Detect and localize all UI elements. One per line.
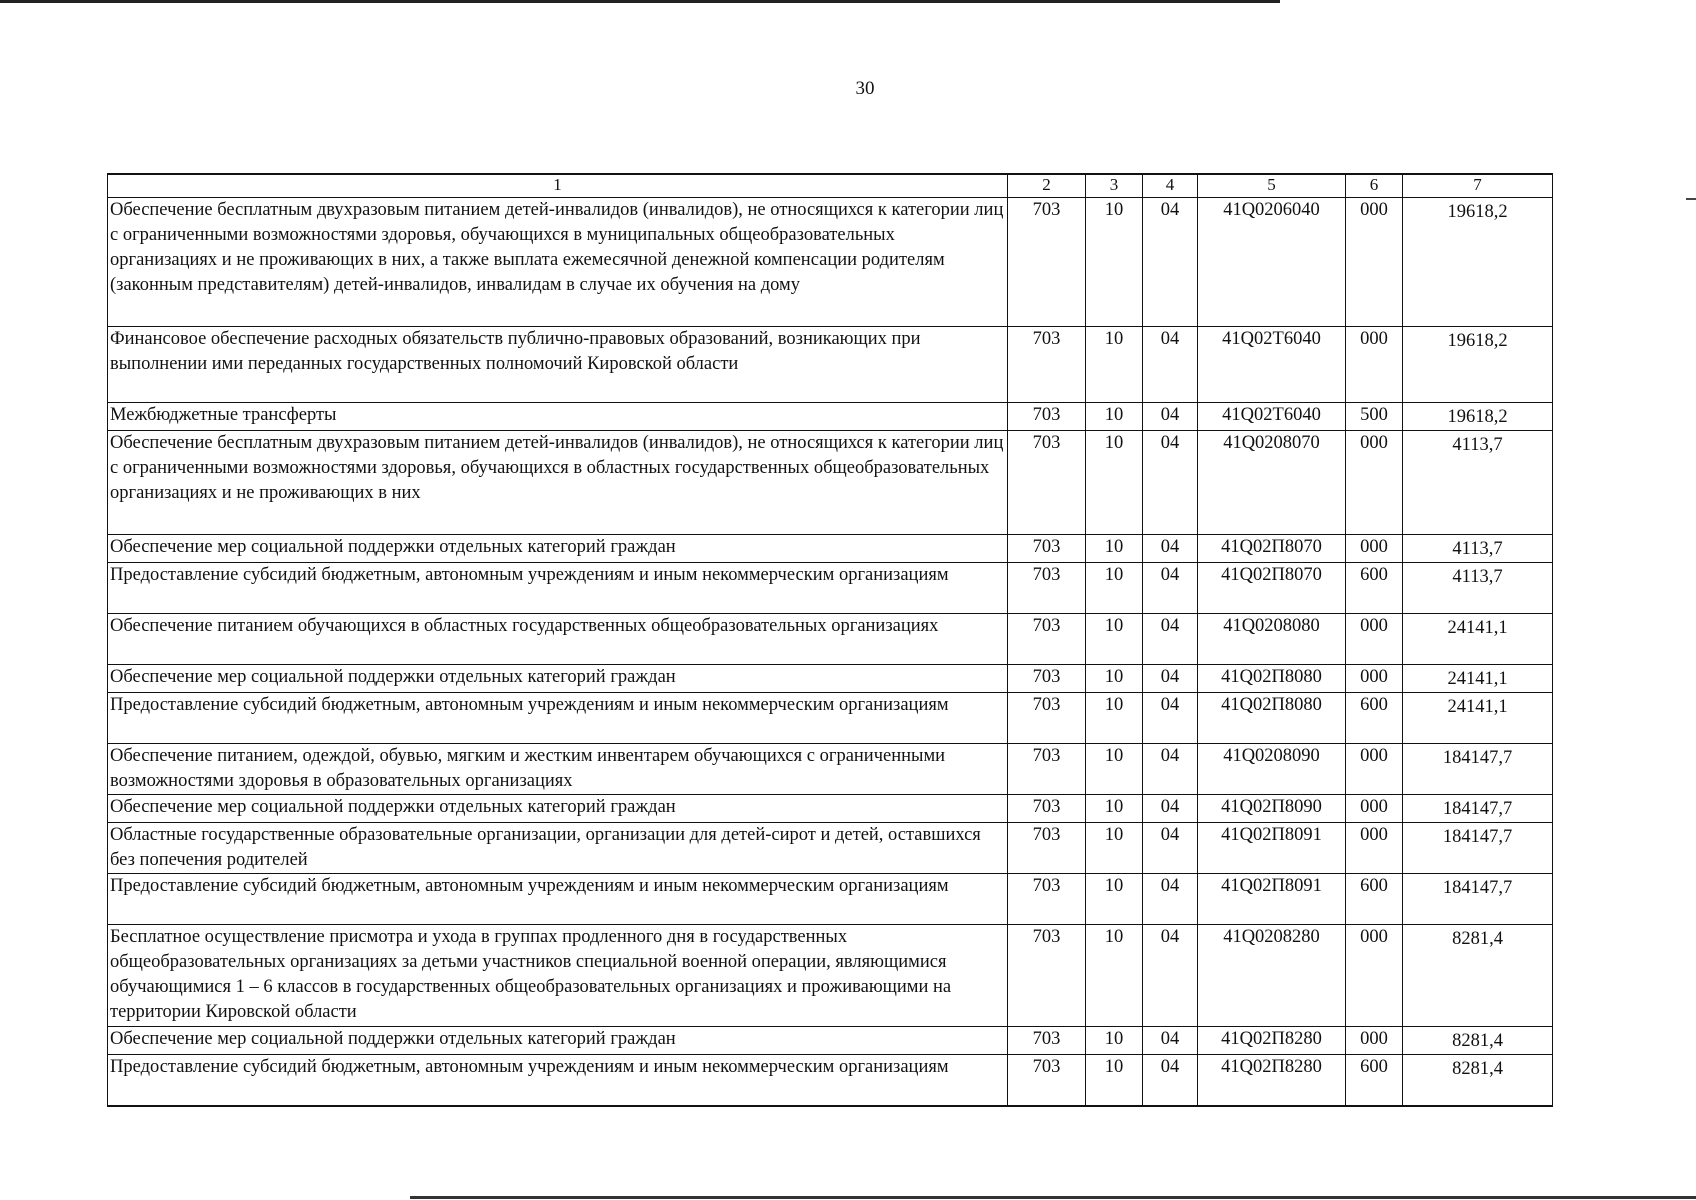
row-col-6: 500 <box>1346 403 1403 431</box>
row-col-2: 703 <box>1008 535 1086 563</box>
row-col-6: 600 <box>1346 1055 1403 1106</box>
header-col-2: 2 <box>1008 174 1086 198</box>
header-col-5: 5 <box>1198 174 1346 198</box>
row-col-2: 703 <box>1008 744 1086 795</box>
row-name: Обеспечение мер социальной поддержки отдельных категорий граждан <box>108 1027 1008 1055</box>
row-amount: 184147,7 <box>1403 823 1553 874</box>
row-amount: 4113,7 <box>1403 535 1553 563</box>
row-col-3: 10 <box>1086 431 1143 535</box>
row-col-2: 703 <box>1008 1055 1086 1106</box>
row-col-3: 10 <box>1086 925 1143 1027</box>
row-amount: 8281,4 <box>1403 1055 1553 1106</box>
row-name: Обеспечение бесплатным двухразовым питанием детей-инвалидов (инвалидов), не относящихся к категории лиц с ограниченными возможностями здоровья, обучающихся в областных государственных общеобразовательных организациях и не проживающих в них <box>108 431 1008 535</box>
table-row <box>108 1055 1553 1106</box>
row-col-3: 10 <box>1086 744 1143 795</box>
row-name: Обеспечение питанием, одеждой, обувью, мягким и жестким инвентарем обучающихся с ограниченными возможностями здоровья в образовательных организациях <box>108 744 1008 795</box>
row-col-6: 000 <box>1346 535 1403 563</box>
row-col-5: 41Q02П8280 <box>1198 1055 1346 1106</box>
row-col-6: 000 <box>1346 823 1403 874</box>
row-name: Предоставление субсидий бюджетным, автономным учреждениям и иным некоммерческим организациям <box>108 693 1008 744</box>
row-col-2: 703 <box>1008 874 1086 925</box>
row-amount: 24141,1 <box>1403 665 1553 693</box>
row-col-6: 000 <box>1346 198 1403 327</box>
row-name: Предоставление субсидий бюджетным, автономным учреждениям и иным некоммерческим организациям <box>108 874 1008 925</box>
row-col-3: 10 <box>1086 1027 1143 1055</box>
row-amount: 19618,2 <box>1403 403 1553 431</box>
row-amount: 184147,7 <box>1403 744 1553 795</box>
row-col-6: 000 <box>1346 614 1403 665</box>
row-col-5: 41Q0208280 <box>1198 925 1346 1027</box>
row-col-3: 10 <box>1086 665 1143 693</box>
row-col-3: 10 <box>1086 1055 1143 1106</box>
row-col-5: 41Q02П8091 <box>1198 823 1346 874</box>
row-col-5: 41Q02П8080 <box>1198 665 1346 693</box>
row-amount: 184147,7 <box>1403 795 1553 823</box>
row-col-4: 04 <box>1143 198 1198 327</box>
table-row <box>108 823 1553 874</box>
row-col-4: 04 <box>1143 744 1198 795</box>
row-col-5: 41Q02Т6040 <box>1198 327 1346 403</box>
table-row <box>108 327 1553 403</box>
table-row <box>108 563 1553 614</box>
row-col-5: 41Q0208070 <box>1198 431 1346 535</box>
table-row <box>108 614 1553 665</box>
row-col-2: 703 <box>1008 823 1086 874</box>
table-row <box>108 925 1553 1027</box>
row-col-2: 703 <box>1008 795 1086 823</box>
row-col-5: 41Q02Т6040 <box>1198 403 1346 431</box>
page-number: 30 <box>855 78 875 99</box>
row-col-5: 41Q0208080 <box>1198 614 1346 665</box>
row-col-4: 04 <box>1143 925 1198 1027</box>
row-col-6: 000 <box>1346 925 1403 1027</box>
header-col-1: 1 <box>108 174 1008 198</box>
row-amount: 8281,4 <box>1403 1027 1553 1055</box>
row-col-3: 10 <box>1086 693 1143 744</box>
row-col-2: 703 <box>1008 198 1086 327</box>
row-amount: 8281,4 <box>1403 925 1553 1027</box>
row-col-4: 04 <box>1143 535 1198 563</box>
row-col-6: 600 <box>1346 563 1403 614</box>
row-col-4: 04 <box>1143 614 1198 665</box>
row-col-4: 04 <box>1143 874 1198 925</box>
table-row <box>108 795 1553 823</box>
row-col-5: 41Q02П8070 <box>1198 535 1346 563</box>
row-col-4: 04 <box>1143 403 1198 431</box>
row-col-4: 04 <box>1143 665 1198 693</box>
row-col-3: 10 <box>1086 563 1143 614</box>
row-name: Обеспечение мер социальной поддержки отдельных категорий граждан <box>108 795 1008 823</box>
row-col-5: 41Q02П8091 <box>1198 874 1346 925</box>
row-col-4: 04 <box>1143 795 1198 823</box>
row-col-4: 04 <box>1143 327 1198 403</box>
row-col-2: 703 <box>1008 403 1086 431</box>
table-row <box>108 665 1553 693</box>
row-col-2: 703 <box>1008 693 1086 744</box>
row-amount: 4113,7 <box>1403 563 1553 614</box>
header-col-3: 3 <box>1086 174 1143 198</box>
row-amount: 19618,2 <box>1403 327 1553 403</box>
header-col-6: 6 <box>1346 174 1403 198</box>
row-col-3: 10 <box>1086 198 1143 327</box>
row-name: Обеспечение мер социальной поддержки отдельных категорий граждан <box>108 665 1008 693</box>
row-name: Предоставление субсидий бюджетным, автономным учреждениям и иным некоммерческим организациям <box>108 1055 1008 1106</box>
row-name: Обеспечение питанием обучающихся в областных государственных общеобразовательных организациях <box>108 614 1008 665</box>
table-row <box>108 874 1553 925</box>
row-col-2: 703 <box>1008 614 1086 665</box>
table-row <box>108 431 1553 535</box>
row-name: Обеспечение бесплатным двухразовым питанием детей-инвалидов (инвалидов), не относящихся к категории лиц с ограниченными возможностями здоровья, обучающихся в муниципальных общеобразовательных организациях и не проживающих в них, а также выплата ежемесячной денежной компенсации родителям (законным представителям) детей-инвалидов, инвалидам в случае их обучения на дому <box>108 198 1008 327</box>
row-amount: 19618,2 <box>1403 198 1553 327</box>
row-col-3: 10 <box>1086 535 1143 563</box>
row-col-3: 10 <box>1086 795 1143 823</box>
row-col-4: 04 <box>1143 823 1198 874</box>
header-row <box>108 174 1553 198</box>
table-row <box>108 744 1553 795</box>
row-col-6: 600 <box>1346 874 1403 925</box>
row-col-5: 41Q02П8280 <box>1198 1027 1346 1055</box>
row-col-6: 600 <box>1346 693 1403 744</box>
row-col-3: 10 <box>1086 327 1143 403</box>
row-col-2: 703 <box>1008 1027 1086 1055</box>
scan-edge-top <box>0 0 1280 3</box>
scan-edge-right <box>1686 198 1696 200</box>
row-col-2: 703 <box>1008 431 1086 535</box>
table-row <box>108 1027 1553 1055</box>
row-col-6: 000 <box>1346 431 1403 535</box>
row-amount: 24141,1 <box>1403 614 1553 665</box>
row-col-6: 000 <box>1346 795 1403 823</box>
budget-table <box>107 173 1553 1107</box>
row-name: Бесплатное осуществление присмотра и ухода в группах продленного дня в государственных общеобразовательных организациях за детьми участников специальной военной операции, являющимися обучающимися 1 – 6 классов в государственных общеобразовательных организациях и проживающими на территории Кировской области <box>108 925 1008 1027</box>
header-col-4: 4 <box>1143 174 1198 198</box>
row-col-3: 10 <box>1086 614 1143 665</box>
row-col-5: 41Q0206040 <box>1198 198 1346 327</box>
row-name: Межбюджетные трансферты <box>108 403 1008 431</box>
row-col-5: 41Q02П8090 <box>1198 795 1346 823</box>
row-col-2: 703 <box>1008 925 1086 1027</box>
row-col-4: 04 <box>1143 1027 1198 1055</box>
table-row <box>108 535 1553 563</box>
row-col-4: 04 <box>1143 1055 1198 1106</box>
row-col-5: 41Q02П8070 <box>1198 563 1346 614</box>
table-row <box>108 693 1553 744</box>
row-col-6: 000 <box>1346 1027 1403 1055</box>
row-col-2: 703 <box>1008 563 1086 614</box>
row-col-4: 04 <box>1143 431 1198 535</box>
row-amount: 24141,1 <box>1403 693 1553 744</box>
scan-edge-bottom <box>410 1196 1696 1199</box>
row-col-4: 04 <box>1143 563 1198 614</box>
row-col-6: 000 <box>1346 665 1403 693</box>
row-amount: 4113,7 <box>1403 431 1553 535</box>
table-row <box>108 198 1553 327</box>
row-col-4: 04 <box>1143 693 1198 744</box>
row-col-3: 10 <box>1086 403 1143 431</box>
row-amount: 184147,7 <box>1403 874 1553 925</box>
row-col-5: 41Q02П8080 <box>1198 693 1346 744</box>
row-name: Обеспечение мер социальной поддержки отдельных категорий граждан <box>108 535 1008 563</box>
header-col-7: 7 <box>1403 174 1553 198</box>
row-col-2: 703 <box>1008 327 1086 403</box>
row-col-5: 41Q0208090 <box>1198 744 1346 795</box>
row-col-3: 10 <box>1086 823 1143 874</box>
row-col-3: 10 <box>1086 874 1143 925</box>
row-name: Областные государственные образовательные организации, организации для детей-сирот и детей, оставшихся без попечения родителей <box>108 823 1008 874</box>
row-col-6: 000 <box>1346 744 1403 795</box>
row-col-2: 703 <box>1008 665 1086 693</box>
row-col-6: 000 <box>1346 327 1403 403</box>
table-row <box>108 403 1553 431</box>
row-name: Предоставление субсидий бюджетным, автономным учреждениям и иным некоммерческим организациям <box>108 563 1008 614</box>
row-name: Финансовое обеспечение расходных обязательств публично-правовых образований, возникающих при выполнении ими переданных государственных полномочий Кировской области <box>108 327 1008 403</box>
